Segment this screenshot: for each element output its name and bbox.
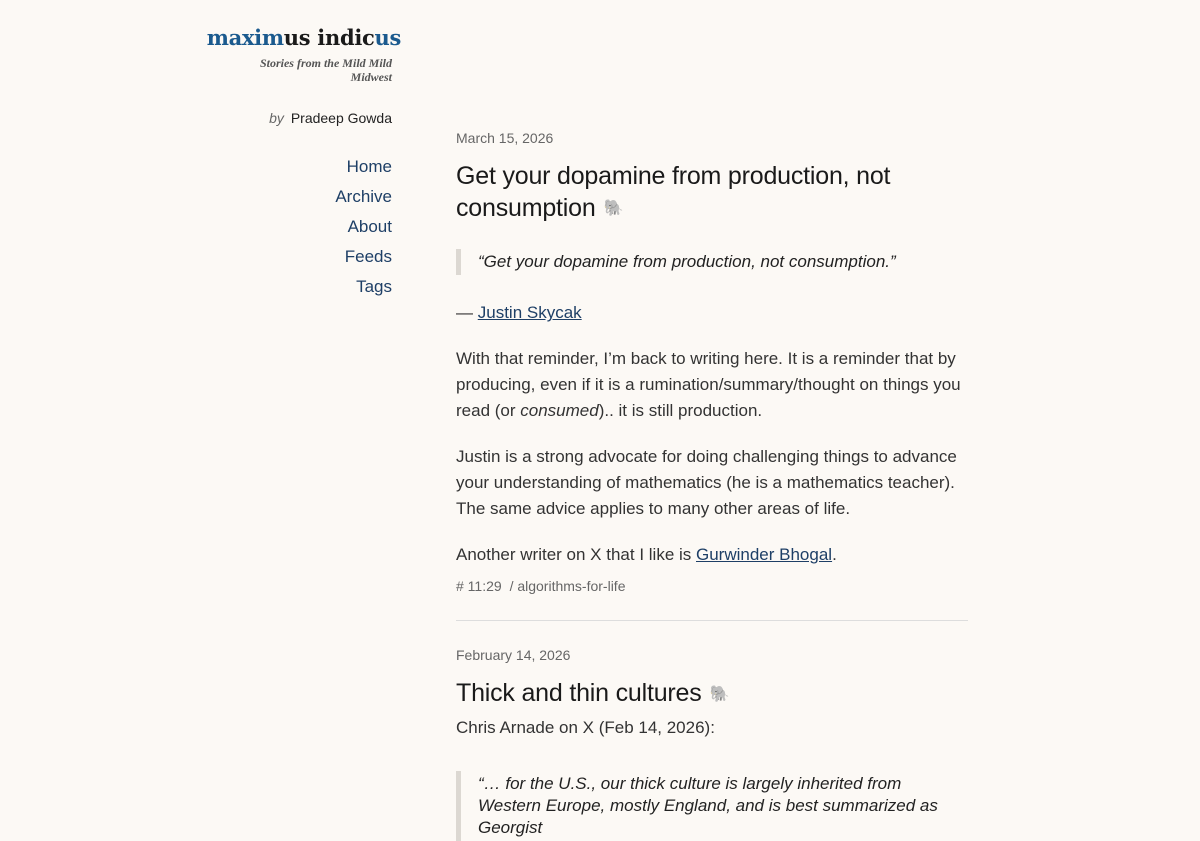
site-tagline: Stories from the Mild Mild Midwest	[259, 56, 392, 84]
post-meta	[456, 576, 968, 596]
post-title[interactable]	[456, 160, 968, 225]
byline-prefix: by	[269, 110, 284, 126]
quote-attribution	[456, 300, 968, 326]
attribution-dash: —	[456, 303, 473, 323]
post-quote: “Get your dopamine from production, not consumption.”	[456, 249, 968, 275]
post-date: March 15, 2026	[456, 130, 554, 146]
elephant-icon: 🐘	[709, 685, 730, 703]
writer-link[interactable]: Gurwinder Bhogal	[696, 545, 833, 565]
post-quote: “… for the U.S., our thick culture is largely inherited from Western Europe, mostly England, and is best summarized as Georgist	[456, 771, 968, 841]
post-title-text[interactable]: Get your dopamine from production, not consumption	[456, 162, 891, 222]
logo-part: us	[374, 25, 401, 50]
elephant-icon: 🐘	[603, 200, 624, 218]
main-content	[456, 128, 968, 841]
post-paragraph	[456, 346, 968, 424]
post-paragraph: Justin is a strong advocate for doing challenging things to advance your understanding of mathematics (he is a mathematics teacher). The same advice applies to many other areas of life.	[456, 447, 957, 519]
nav-about[interactable]: About	[347, 217, 392, 236]
nav-archive[interactable]: Archive	[335, 187, 392, 206]
nav-feeds[interactable]: Feeds	[344, 247, 392, 266]
post-date: February 14, 2026	[456, 647, 571, 664]
paragraph-text: .	[832, 545, 837, 565]
attribution-link[interactable]: Justin Skycak	[477, 303, 582, 323]
sidebar	[200, 22, 401, 302]
post	[456, 128, 968, 596]
post-paragraph	[456, 542, 968, 568]
paragraph-text: ).. it is still production.	[598, 401, 763, 421]
paragraph-text: With that reminder, I’m back to writing here. It is a reminder that by producing, even if it is a rumination/summary/thought on things you read (or	[456, 349, 961, 421]
post-divider	[456, 620, 968, 621]
author-name: Pradeep Gowda	[290, 110, 392, 126]
post-title[interactable]	[456, 677, 968, 710]
logo-part: indic	[310, 25, 375, 50]
site-nav	[200, 152, 392, 302]
nav-home[interactable]: Home	[346, 157, 392, 176]
post	[456, 645, 968, 840]
post-paragraph: Chris Arnade on X (Feb 14, 2026):	[456, 717, 715, 737]
site-logo[interactable]	[200, 22, 401, 54]
post-tag[interactable]: / algorithms-for-life	[509, 578, 626, 595]
paragraph-text: Another writer on X that I like is	[456, 545, 696, 565]
logo-part: us	[283, 25, 311, 50]
byline	[200, 110, 392, 126]
post-title-text[interactable]: Thick and thin cultures	[456, 679, 702, 708]
logo-part: maxim	[206, 25, 284, 50]
post-permalink[interactable]: # 11:29	[456, 578, 502, 595]
nav-tags[interactable]: Tags	[356, 277, 392, 296]
paragraph-emphasis: consumed	[520, 401, 599, 421]
